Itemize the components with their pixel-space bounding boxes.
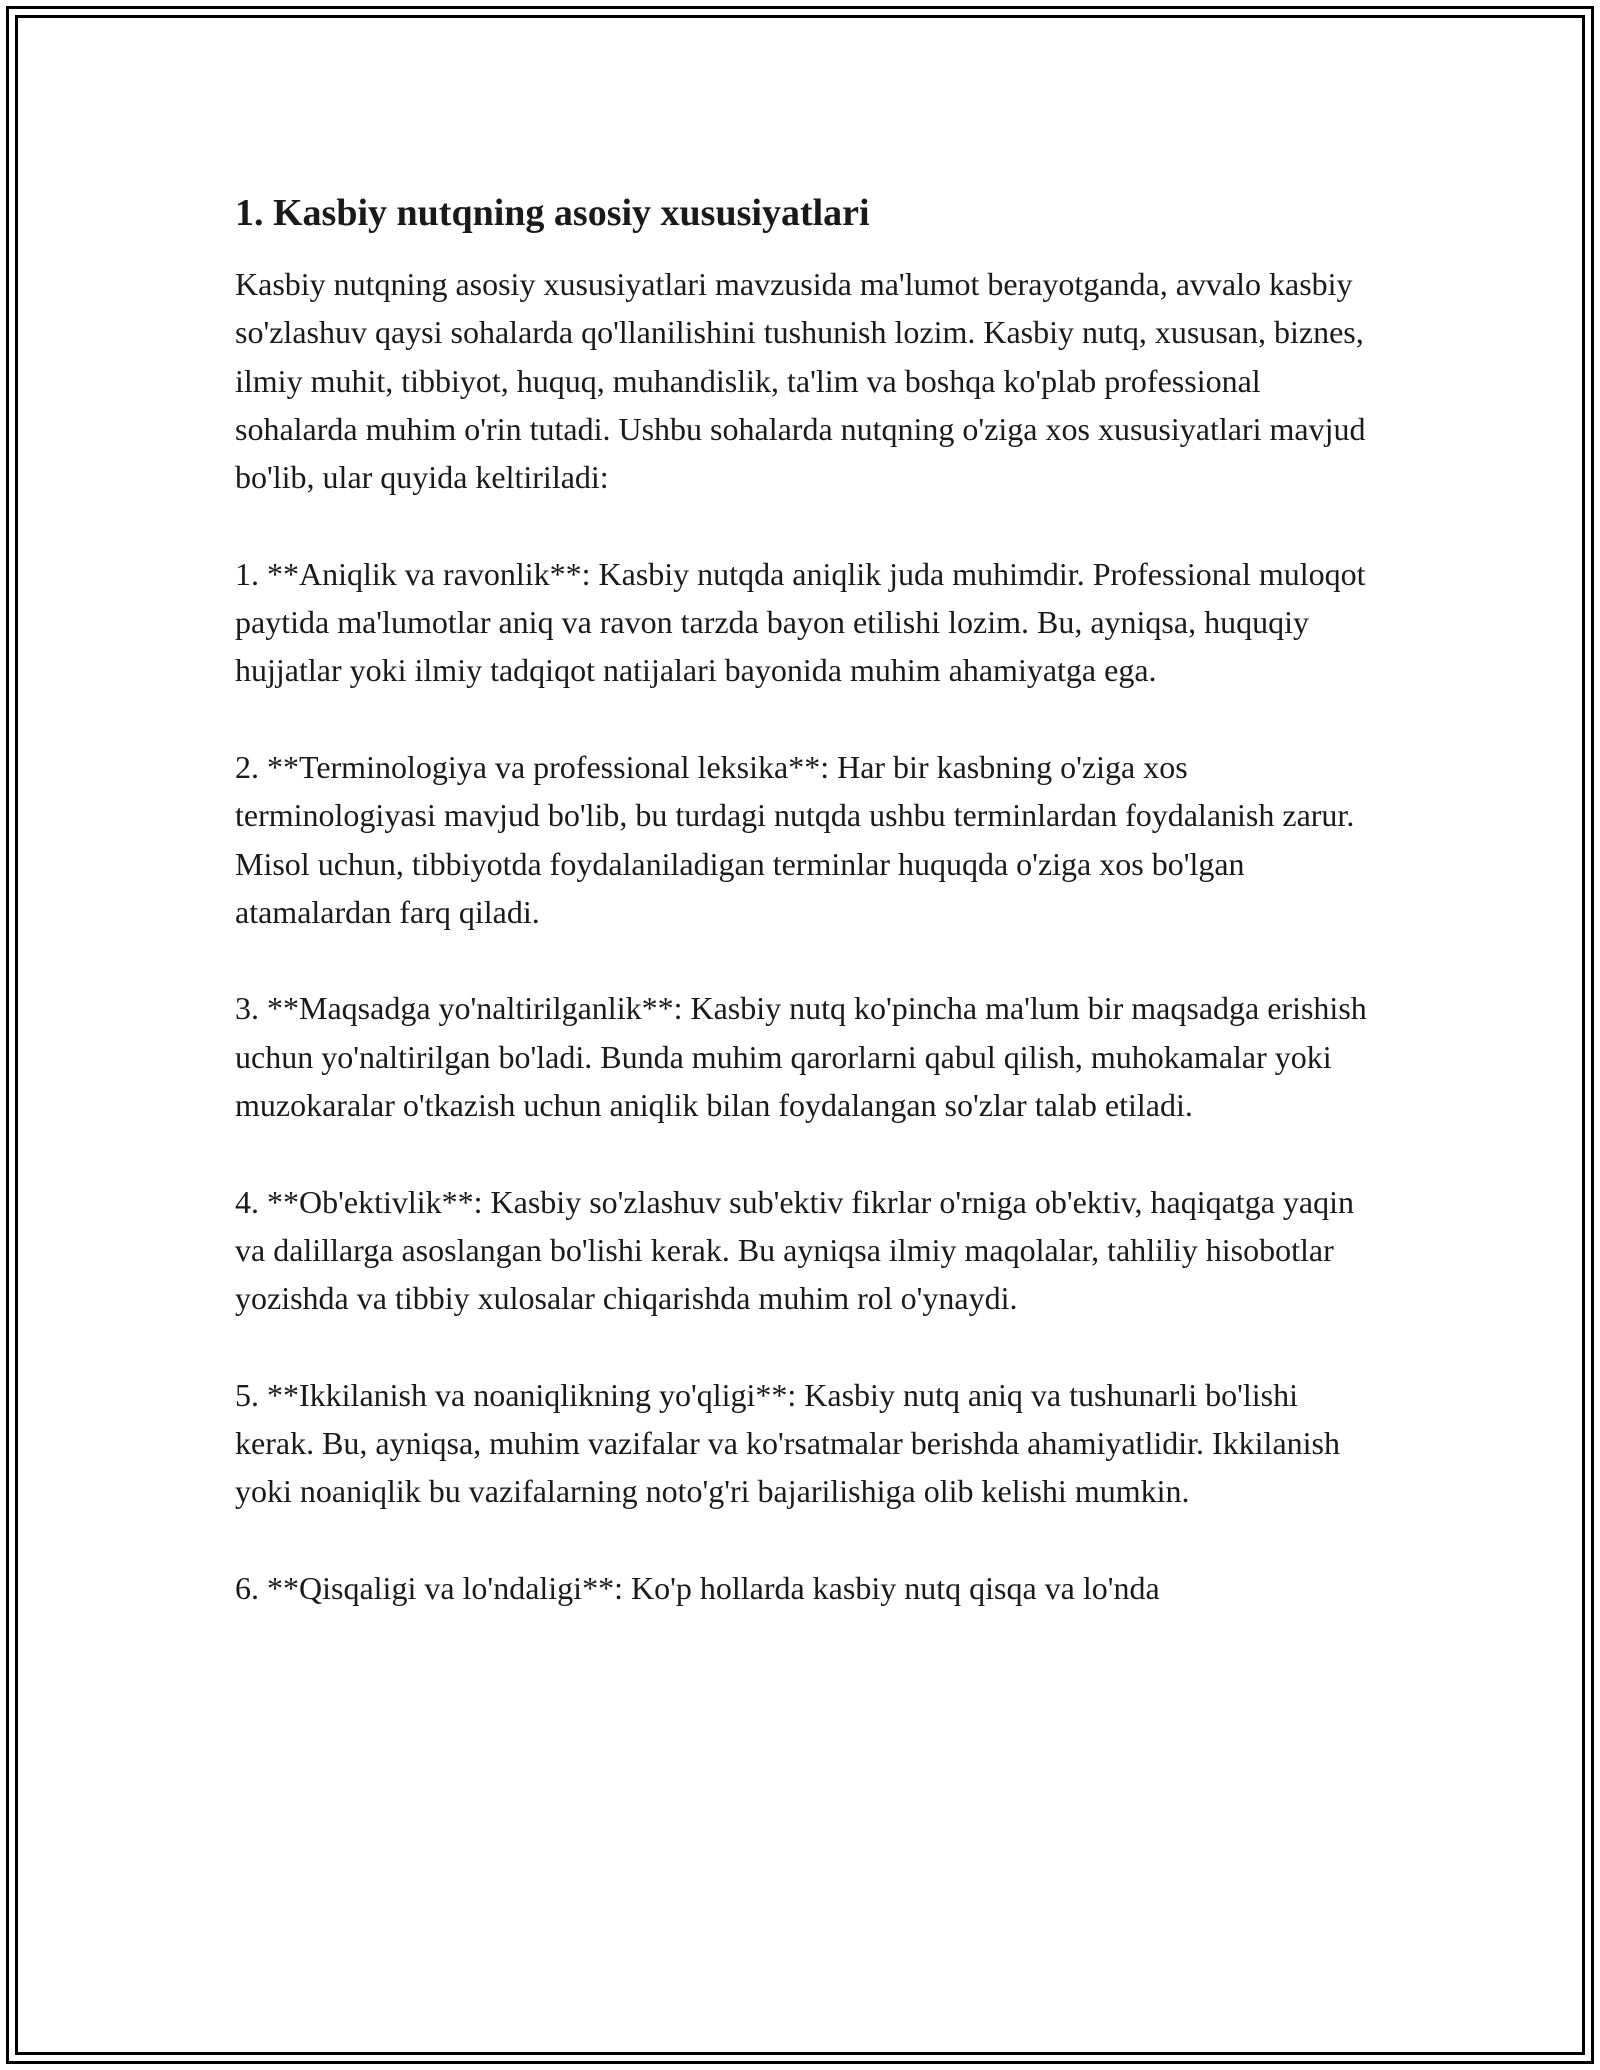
list-item-4: 4. **Ob'ektivlik**: Kasbiy so'zlashuv sub'ektiv fikrlar o'rniga ob'ektiv, haqiqatga yaqin va dalillarga asoslangan bo'lishi kerak. Bu ayniqsa ilmiy maqolalar, tahliliy hisobotlar yozishda va tibbiy xulosalar chiqarishda muhim rol o'ynaydi. <box>235 1183 1354 1317</box>
list-item-2: 2. **Terminologiya va professional leksika**: Har bir kasbning o'ziga xos terminologiyasi mavjud bo'lib, bu turdagi nutqda ushbu terminlardan foydalanish zarur. Misol uchun, tibbiyotda foydalaniladigan terminlar huquqda o'ziga xos bo'lgan atamalardan farq qiladi. <box>235 748 1355 930</box>
document-body <box>235 188 1385 1661</box>
list-item-3: 3. **Maqsadga yo'naltirilganlik**: Kasbiy nutq ko'pincha ma'lum bir maqsadga erishish uchun yo'naltirilgan bo'ladi. Bunda muhim qarorlarni qabul qilish, muhokamalar yoki muzokaralar o'tkazish uchun aniqlik bilan foydalangan so'zlar talab etiladi. <box>235 990 1367 1124</box>
intro-paragraph: Kasbiy nutqning asosiy xususiyatlari mavzusida ma'lumot berayotganda, avvalo kasbiy so'zlashuv qaysi sohalarda qo'llanilishini tushunish lozim. Kasbiy nutq, xususan, biznes, ilmiy muhit, tibbiyot, huquq, muhandislik, ta'lim va boshqa ko'plab professional sohalarda muhim o'rin tutadi. Ushbu sohalarda nutqning o'ziga xos xususiyatlari mavjud bo'lib, ular quyida keltiriladi: <box>235 266 1366 496</box>
list-item-1: 1. **Aniqlik va ravonlik**: Kasbiy nutqda aniqlik juda muhimdir. Professional muloqot paytida ma'lumotlar aniq va ravon tarzda bayon etilishi lozim. Bu, ayniqsa, huquqiy hujjatlar yoki ilmiy tadqiqot natijalari bayonida muhim ahamiyatga ega. <box>235 555 1366 689</box>
list-item-5: 5. **Ikkilanish va noaniqlikning yo'qligi**: Kasbiy nutq aniq va tushunarli bo'lishi kerak. Bu, ayniqsa, muhim vazifalar va ko'rsatmalar berishda ahamiyatlidir. Ikkilanish yoki noaniqlik bu vazifalarning noto'g'ri bajarilishiga olib kelishi mumkin. <box>235 1376 1340 1510</box>
section-heading: 1. Kasbiy nutqning asosiy xususiyatlari <box>235 192 870 234</box>
list-item-6: 6. **Qisqaligi va lo'ndaligi**: Ko'p hollarda kasbiy nutq qisqa va lo'nda <box>235 1570 1160 1607</box>
